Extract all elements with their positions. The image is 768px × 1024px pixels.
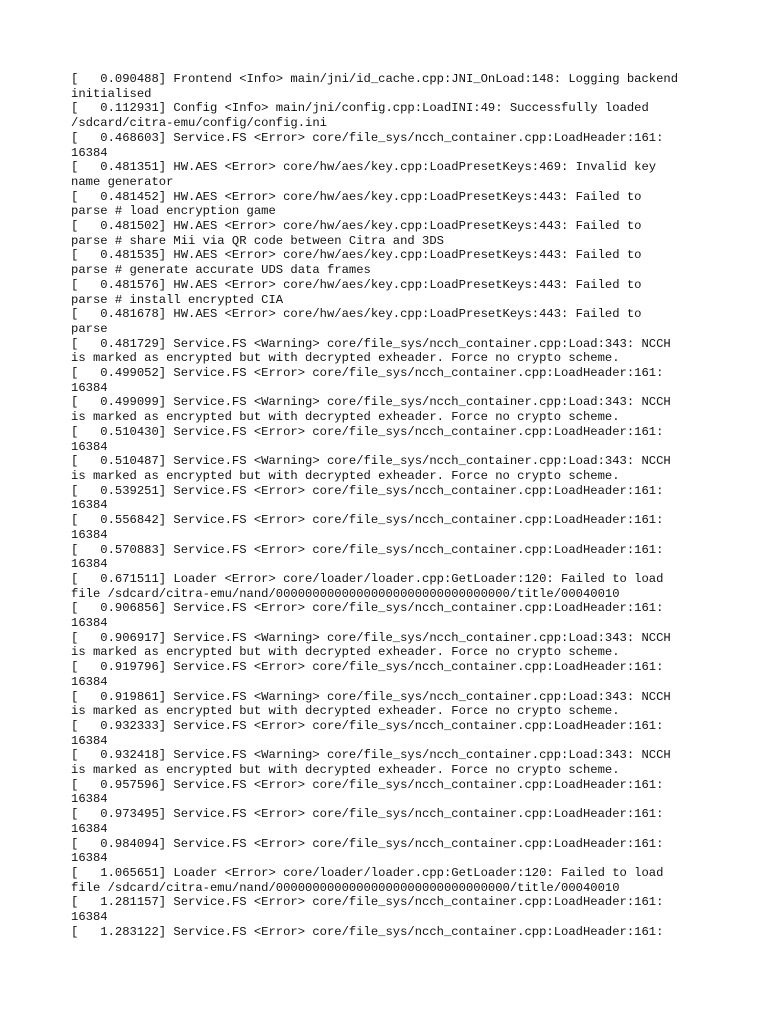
log-entry: [ 0.932333] Service.FS <Error> core/file_sys/ncch_container.cpp:LoadHeader:161: 16384 <box>71 718 664 748</box>
log-entry: [ 0.919861] Service.FS <Warning> core/file_sys/ncch_container.cpp:Load:343: NCCH is marked as encrypted but with decrypted exheader. Force no crypto scheme. <box>71 689 671 719</box>
log-entry: [ 0.481535] HW.AES <Error> core/hw/aes/key.cpp:LoadPresetKeys:443: Failed to parse # generate accurate UDS data frames <box>71 248 642 278</box>
log-entry: [ 0.468603] Service.FS <Error> core/file_sys/ncch_container.cpp:LoadHeader:161: 16384 <box>71 130 664 160</box>
log-entry: [ 0.481502] HW.AES <Error> core/hw/aes/key.cpp:LoadPresetKeys:443: Failed to parse # share Mii via QR code between Citra and 3DS <box>71 219 642 248</box>
log-entry: [ 0.510430] Service.FS <Error> core/file_sys/ncch_container.cpp:LoadHeader:161: 16384 <box>71 424 664 454</box>
log-entry: [ 0.919796] Service.FS <Error> core/file_sys/ncch_container.cpp:LoadHeader:161: 16384 <box>71 660 664 689</box>
log-entry: [ 0.539251] Service.FS <Error> core/file_sys/ncch_container.cpp:LoadHeader:161: 16384 <box>71 483 664 513</box>
log-entry: [ 0.932418] Service.FS <Warning> core/file_sys/ncch_container.cpp:Load:343: NCCH is marked as encrypted but with decrypted exheader. Force no crypto scheme. <box>71 748 671 778</box>
log-entry: [ 0.499099] Service.FS <Warning> core/file_sys/ncch_container.cpp:Load:343: NCCH is marked as encrypted but with decrypted exheader. Force no crypto scheme. <box>71 395 671 425</box>
log-entry: [ 1.283122] Service.FS <Error> core/file_sys/ncch_container.cpp:LoadHeader:161: <box>71 924 664 939</box>
log-entry: [ 1.281157] Service.FS <Error> core/file_sys/ncch_container.cpp:LoadHeader:161: 16384 <box>71 895 664 925</box>
log-entry: [ 0.481729] Service.FS <Warning> core/file_sys/ncch_container.cpp:Load:343: NCCH is marked as encrypted but with decrypted exheader. Force no crypto scheme. <box>71 336 671 366</box>
log-entry: [ 1.065651] Loader <Error> core/loader/loader.cpp:GetLoader:120: Failed to load file /sdcard/citra-emu/nand/00000000000000000000000000000000/title/00040010 <box>71 865 664 895</box>
log-entry: [ 0.570883] Service.FS <Error> core/file_sys/ncch_container.cpp:LoadHeader:161: 16384 <box>71 542 664 572</box>
log-entry: [ 0.957596] Service.FS <Error> core/file_sys/ncch_container.cpp:LoadHeader:161: 16384 <box>71 777 664 807</box>
log-entry: [ 0.906856] Service.FS <Error> core/file_sys/ncch_container.cpp:LoadHeader:161: 16384 <box>71 601 664 631</box>
log-entry: [ 0.973495] Service.FS <Error> core/file_sys/ncch_container.cpp:LoadHeader:161: 16384 <box>71 807 664 836</box>
log-entry: [ 0.090488] Frontend <Info> main/jni/id_cache.cpp:JNI_OnLoad:148: Logging backend initialised <box>71 72 679 101</box>
log-entry: [ 0.481678] HW.AES <Error> core/hw/aes/key.cpp:LoadPresetKeys:443: Failed to parse <box>71 307 642 336</box>
log-entry: [ 0.481452] HW.AES <Error> core/hw/aes/key.cpp:LoadPresetKeys:443: Failed to parse # load encryption game <box>71 189 642 219</box>
log-entry: [ 0.984094] Service.FS <Error> core/file_sys/ncch_container.cpp:LoadHeader:161: 16384 <box>71 836 664 866</box>
log-entry: [ 0.499052] Service.FS <Error> core/file_sys/ncch_container.cpp:LoadHeader:161: 16384 <box>71 366 664 395</box>
log-entry: [ 0.481576] HW.AES <Error> core/hw/aes/key.cpp:LoadPresetKeys:443: Failed to parse # install encrypted CIA <box>71 277 642 307</box>
log-entry: [ 0.671511] Loader <Error> core/loader/loader.cpp:GetLoader:120: Failed to load file /sdcard/citra-emu/nand/00000000000000000000000000000000/title/00040010 <box>71 571 664 601</box>
log-document <box>71 72 711 939</box>
log-entry: [ 0.906917] Service.FS <Warning> core/file_sys/ncch_container.cpp:Load:343: NCCH is marked as encrypted but with decrypted exheader. Force no crypto scheme. <box>71 630 671 660</box>
log-entry: [ 0.510487] Service.FS <Warning> core/file_sys/ncch_container.cpp:Load:343: NCCH is marked as encrypted but with decrypted exheader. Force no crypto scheme. <box>71 454 671 483</box>
log-entry: [ 0.481351] HW.AES <Error> core/hw/aes/key.cpp:LoadPresetKeys:469: Invalid key name generator <box>71 160 657 189</box>
log-entry: [ 0.112931] Config <Info> main/jni/config.cpp:LoadINI:49: Successfully loaded /sdcard/citra-emu/config/config.ini <box>71 101 649 131</box>
log-entry: [ 0.556842] Service.FS <Error> core/file_sys/ncch_container.cpp:LoadHeader:161: 16384 <box>71 513 664 542</box>
